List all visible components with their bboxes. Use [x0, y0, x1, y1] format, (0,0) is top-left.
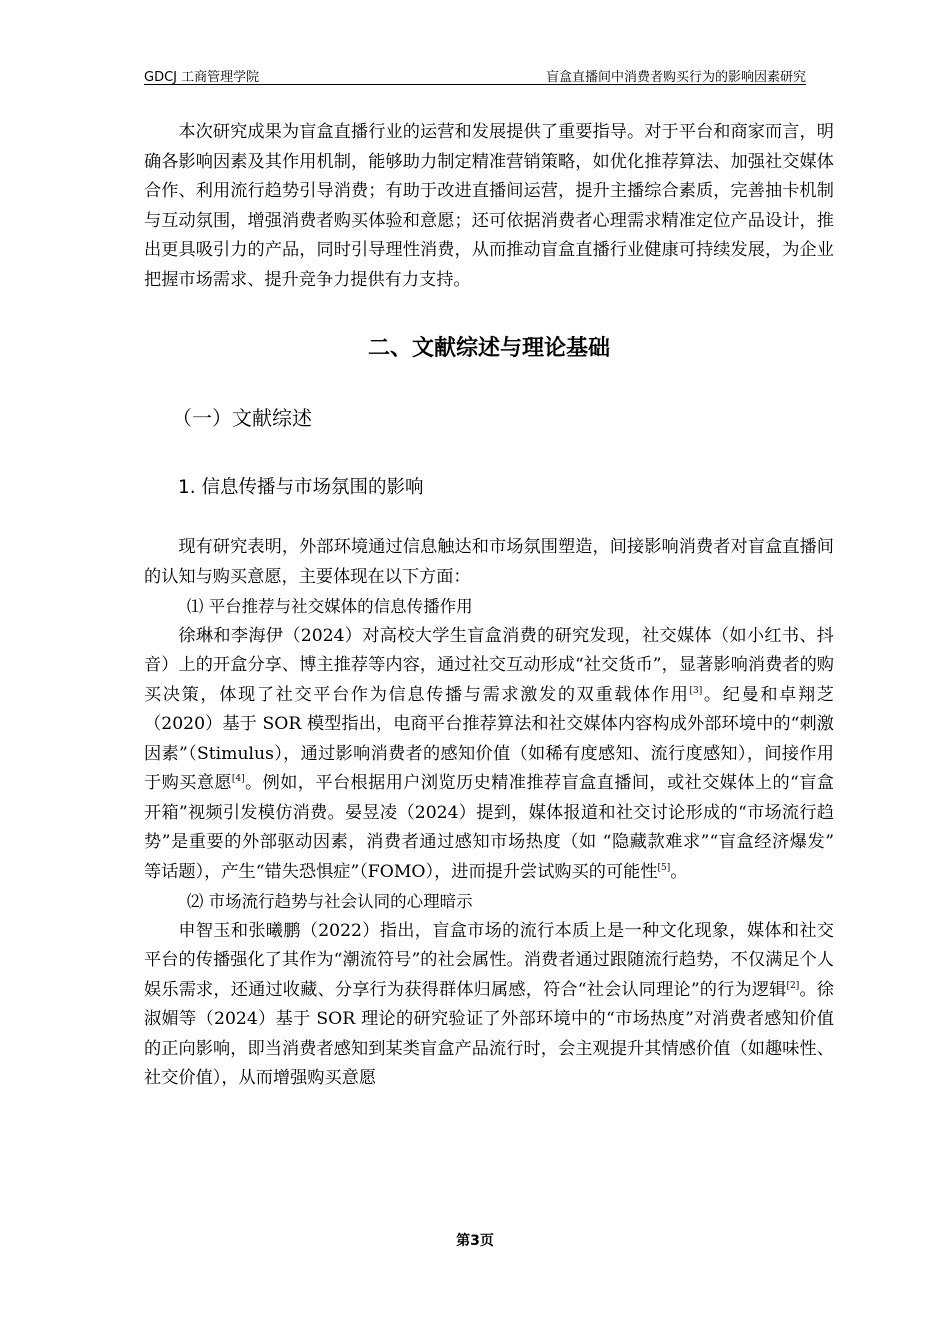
header-paper-title: 盲盒直播间中消费者购买行为的影响因素研究: [545, 70, 806, 85]
paragraph-1: 现有研究表明，外部环境通过信息触达和市场氛围塑造，间接影响消费者对盲盒直播间的认知与购买意愿，主要体现在以下方面：: [144, 537, 834, 587]
item-1-title: ⑴ 平台推荐与社交媒体的信息传播作用: [186, 597, 473, 616]
paragraph-3-text-b: 。徐淑媚等（2024）基于 SOR 理论的研究验证了外部环境中的“市场热度”对消费者感知价值的正向影响，即当消费者感知到某类盲盒产品流行时，会主观提升其情感价值（如趣味性、社交价值），从而增强购买意愿: [144, 979, 834, 1088]
paragraph-2-text-c: 。例如，平台根据用户浏览历史精准推荐盲盒直播间，或社交媒体上的“盲盒开箱”视频引发模仿消费。晏昱凌（2024）提到，媒体报道和社交讨论形成的“市场流行趋势”是重要的外部驱动因素，消费者通过感知市场热度（如 “隐藏款难求”“盲盒经济爆发” 等话题），产生“错失恐惧症”（FOMO），进而提升尝试购买的可能性: [144, 773, 834, 882]
paragraph-2-text-d: 。: [670, 861, 688, 882]
subsection-heading: 1. 信息传播与市场氛围的影响: [178, 477, 424, 498]
paragraph-2-text-a: 徐琳和李海伊（2024）对高校大学生盲盒消费的研究发现，社交媒体（如小红书、抖音）上的开盒分享、博主推荐等内容，通过社交互动形成“社交货币”，显著影响消费者的购买决策，体现了社交平台作为信息传播与需求激发的双重载体作用: [144, 625, 834, 705]
citation-ref: [3]: [689, 685, 703, 696]
chapter-heading: 二、文献综述与理论基础: [367, 336, 610, 361]
paragraph-3-text-a: 申智玉和张曦鹏（2022）指出，盲盒市场的流行本质上是一种文化现象，媒体和社交平台的传播强化了其作为“潮流符号”的社会属性。消费者通过跟随流行趋势，不仅满足个人娱乐需求，还通过收藏、分享行为获得群体归属感，符合“社会认同理论”的行为逻辑: [144, 920, 834, 1000]
page-body: [144, 118, 834, 1094]
page-number: 第3页: [456, 1233, 494, 1249]
page-header: [144, 62, 806, 85]
item-2-title: ⑵ 市场流行趋势与社会认同的心理暗示: [186, 892, 473, 911]
paragraph-3: [144, 917, 834, 1094]
citation-ref: [2]: [786, 980, 800, 991]
section-heading: （一）文献综述: [172, 406, 312, 430]
citation-ref: [5]: [657, 862, 671, 873]
paragraph-2-text-b: 。纪曼和卓翔芝（2020）基于 SOR 模型指出，电商平台推荐算法和社交媒体内容构成外部环境中的“刺激因素”（Stimulus），通过影响消费者的感知价值（如稀有度感知、流行度感知），间接作用于购买意愿: [144, 684, 834, 793]
paragraph-2: [144, 622, 834, 888]
header-institution: GDCJ 工商管理学院: [144, 70, 260, 85]
citation-ref: [4]: [231, 774, 245, 784]
intro-paragraph: 本次研究成果为盲盒直播行业的运营和发展提供了重要指导。对于平台和商家而言，明确各影响因素及其作用机制，能够助力制定精准营销策略，如优化推荐算法、加强社交媒体合作、利用流行趋势引导消费；有助于改进直播间运营，提升主播综合素质，完善抽卡机制与互动氛围，增强消费者购买体验和意愿；还可依据消费者心理需求精准定位产品设计，推出更具吸引力的产品，同时引导理性消费，从而推动盲盒直播行业健康可持续发展，为企业把握市场需求、提升竞争力提供有力支持。: [144, 122, 834, 290]
